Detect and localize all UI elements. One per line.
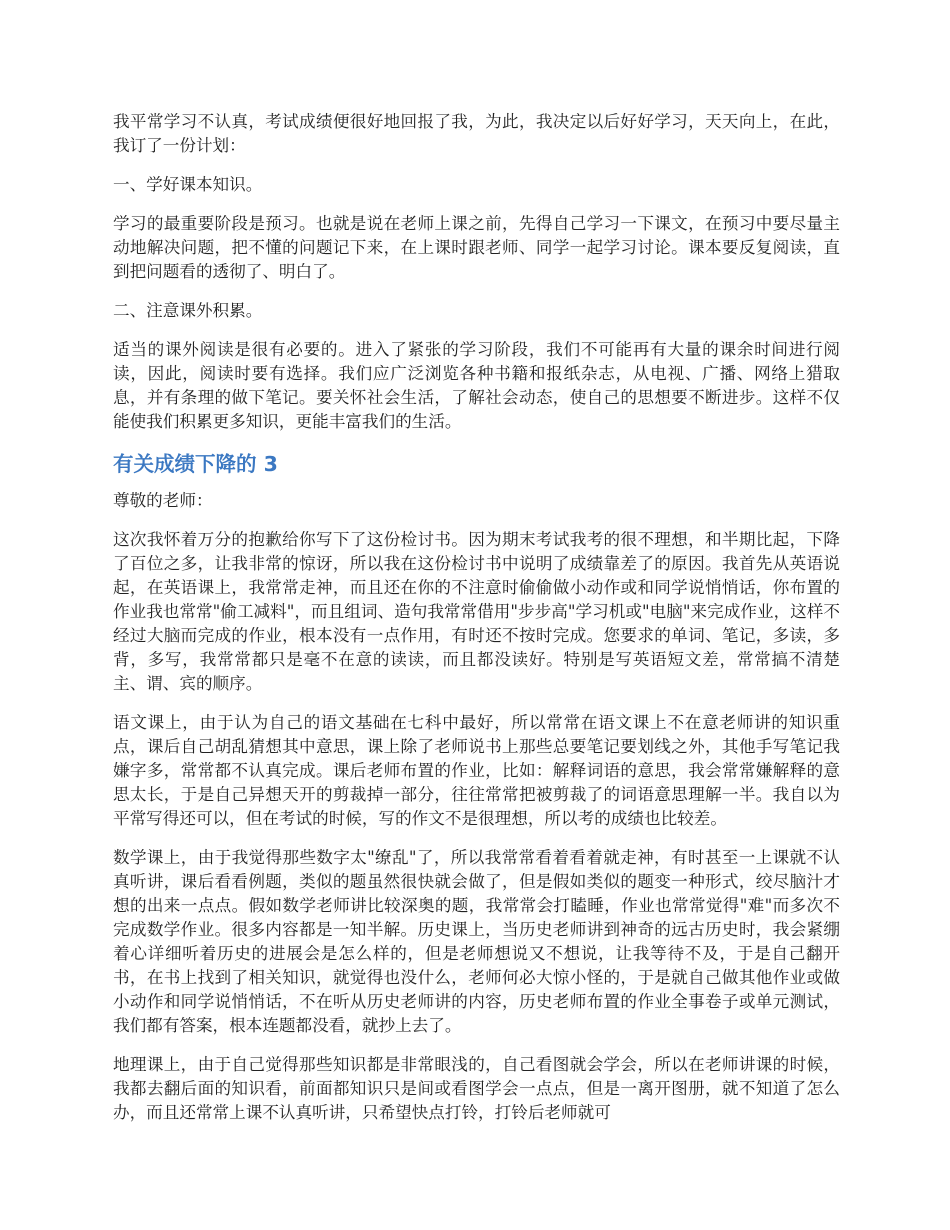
section-one-title: 一、学好课本知识。 [113,175,263,194]
math-history-paragraph: 数学课上，由于我觉得那些数字太"缭乱"了，所以我常常看着看着就走神，有时甚至一上课就不认真听讲，课后看看例题，类似的题虽然很快就会做了，但是假如类似的题变一种形式，绞尽脑汁才想的出来一点点。假如数学老师讲比较深奥的题，我常常会打瞌睡，作业也常常觉得"难"而多次不完成数学作业。很多内容都是一知半解。历史课上，当历史老师讲到神奇的远古历史时，我会紧绷着心详细听着历史的进展会是怎么样的，但是老师想说又不想说，让我等待不及，于是自己翻开书，在书上找到了相关知识，就觉得也没什么，老师何必大惊小怪的，于是就自己做其他作业或做小动作和同学说悄悄话，不在听从历史老师讲的内容，历史老师布置的作业全事卷子或单元测试，我们都有答案，根本连题都没看，就抄上去了。 [113,848,840,1035]
document-body [113,110,840,1140]
chinese-paragraph: 语文课上，由于认为自己的语文基础在七科中最好，所以常常在语文课上不在意老师讲的知识重点，课后自己胡乱猜想其中意思，课上除了老师说书上那些总要笔记要划线之外，其他手写笔记我嫌字多，常常都不认真完成。课后老师布置的作业，比如：解释词语的意思，我会常常嫌解释的意思太长，于是自己异想天开的剪裁掉一部分，往往常常把被剪裁了的词语意思理解一半。我自以为平常写得还可以，但在考试的时候，写的作文不是很理想，所以考的成绩也比较差。 [113,713,840,828]
section-two-title: 二、注意课外积累。 [113,301,263,320]
intro-paragraph: 我平常学习不认真，考试成绩便很好地回报了我，为此，我决定以后好好学习，天天向上，在此，我订了一份计划： [113,112,840,155]
geography-paragraph: 地理课上，由于自己觉得那些知识都是非常眼浅的，自己看图就会学会，所以在老师讲课的时候，我都去翻后面的知识看，前面都知识只是间或看图学会一点点，但是一离开图册，就不知道了怎么办，而且还常常上课不认真听讲，只希望快点打铃，打铃后老师就可 [113,1055,840,1122]
section-heading: 有关成绩下降的 3 [113,452,278,476]
salutation: 尊敬的老师： [113,491,213,510]
reading-paragraph: 适当的课外阅读是很有必要的。进入了紧张的学习阶段，我们不可能再有大量的课余时间进行阅读，因此，阅读时要有选择。我们应广泛浏览各种书籍和报纸杂志，从电视、广播、网络上猎取息，并有条理的做下笔记。要关怀社会生活，了解社会动态，使自己的思想要不断进步。这样不仅能使我们积累更多知识，更能丰富我们的生活。 [113,340,840,431]
preview-paragraph: 学习的最重要阶段是预习。也就是说在老师上课之前，先得自己学习一下课文，在预习中要尽量主动地解决问题，把不懂的问题记下来，在上课时跟老师、同学一起学习讨论。课本要反复阅读，直到把问题看的透彻了、明白了。 [113,214,840,281]
english-paragraph: 这次我怀着万分的抱歉给你写下了这份检讨书。因为期末考试我考的很不理想，和半期比起，下降了百位之多，让我非常的惊讶，所以我在这份检讨书中说明了成绩靠差了的原因。我首先从英语说起，在英语课上，我常常走神，而且还在你的不注意时偷偷做小动作或和同学说悄悄话，你布置的作业我也常常"偷工减料"，而且组词、造句我常常借用"步步高"学习机或"电脑"来完成作业，这样不经过大脑而完成的作业，根本没有一点作用，有时还不按时完成。您要求的单词、笔记，多读，多背，多写，我常常都只是毫不在意的读读，而且都没读好。特别是写英语短文差，常常搞不清楚主、谓、宾的顺序。 [113,530,840,693]
